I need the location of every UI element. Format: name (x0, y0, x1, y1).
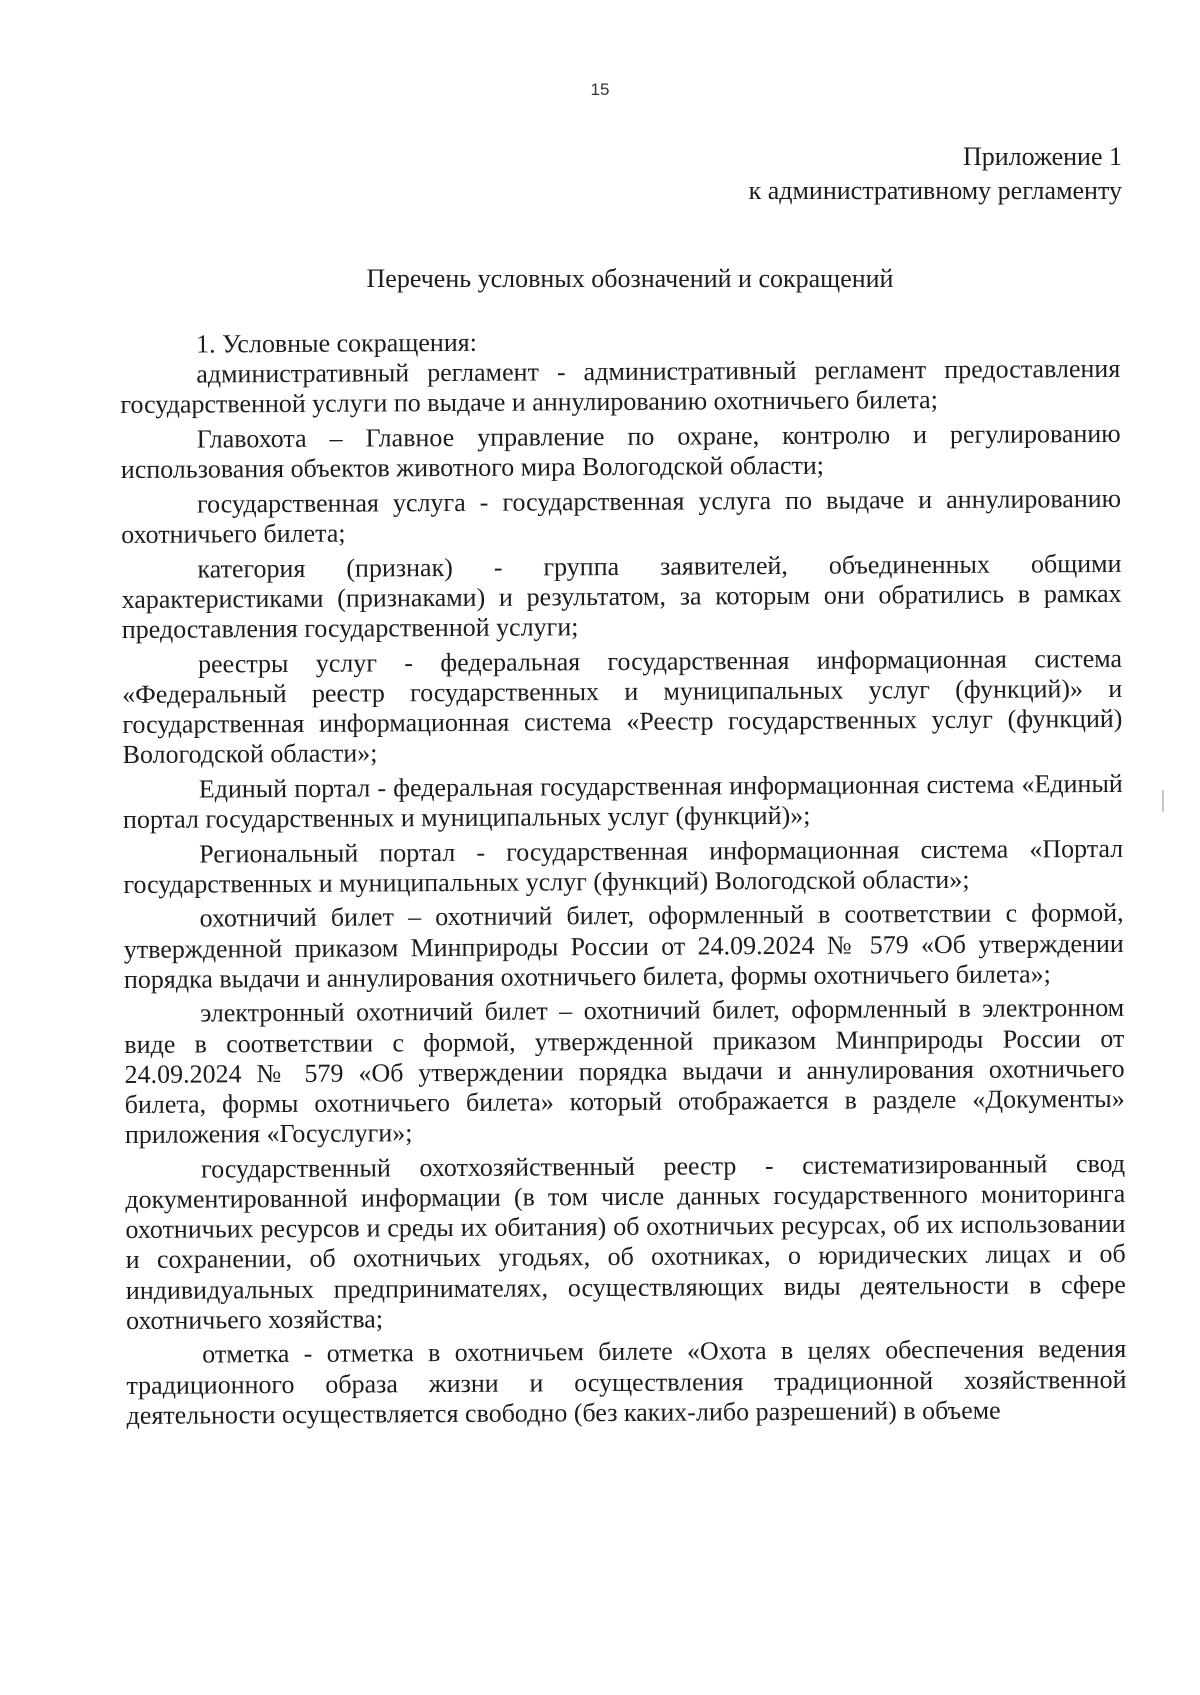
definition-hunting-registry: государственный охотхозяйственный реестр - систематизированный свод документированной информации (в том числе данных государственного мониторинга охотничьих ресурсов и среды их обитания) об охотничьих ресурсах, об их использовании и сохранении, об охотничьих угодьях, об охотниках, о юридических лицах и об индивидуальных предпринимателях, осуществляющих виды деятельности в сфере охотничьего хозяйства; (125, 1148, 1126, 1335)
definition-electronic-hunting-license: электронный охотничий билет – охотничий билет, оформленный в электронном виде в соответствии с формой, утвержденной приказом Минприроды России от 24.09.2024 № 579 «Об утверждении порядка выдачи и аннулирования охотничьего билета, формы охотничьего билета» который отображается в разделе «Документы» приложения «Госуслуги»; (124, 993, 1125, 1150)
definition-regional-portal: Региональный портал - государственная информационная система «Портал государственных и муниципальных услуг (функций) Вологодской области»; (123, 833, 1124, 899)
appendix-reference: к административному регламенту (748, 176, 1122, 205)
definition-category: категория (признак) - группа заявителей, объединенных общими характеристиками (признаками) и результатом, за которым они обратились в рамках предоставления государственной услуги; (121, 548, 1122, 644)
document-body (120, 324, 1127, 1435)
definition-hunting-license: охотничий билет – охотничий билет, оформленный в соответствии с формой, утвержденной приказом Минприроды России от 24.09.2024 № 579 «Об утверждении порядка выдачи и аннулирования охотничьего билета, формы охотничьего билета»; (123, 898, 1124, 994)
appendix-label: Приложение 1 (962, 142, 1122, 171)
definition-state-service: государственная услуга - государственная услуга по выдаче и аннулированию охотничьего билета; (121, 483, 1122, 549)
document-title: Перечень условных обозначений и сокращений (366, 264, 894, 293)
definition-unified-portal: Единый портал - федеральная государственная информационная система «Единый портал государственных и муниципальных услуг (функций)»; (122, 768, 1123, 834)
definition-glavokhota: Главохота – Главное управление по охране, контролю и регулированию использования объектов животного мира Вологодской области; (120, 418, 1121, 485)
definition-mark: отметка - отметка в охотничьем билете «Охота в целях обеспечения ведения традиционного образа жизни и осуществления традиционной хозяйственной деятельности осуществляется свободно (без каких-либо разрешений) в объеме (126, 1334, 1127, 1430)
scan-artifact (1162, 790, 1164, 812)
definition-administrative-regulation: административный регламент - административный регламент предоставления государственной услуги по выдаче и аннулированию охотничьего билета; (120, 354, 1121, 420)
appendix-header (749, 140, 1122, 208)
definition-service-registries: реестры услуг - федеральная государственная информационная система «Федеральный реестр государственных и муниципальных услуг (функций)» и государственная информационная система «Реестр государственных услуг (функций) Вологодской области»; (122, 643, 1123, 770)
page-number: 15 (590, 80, 610, 99)
section-heading: 1. Условные сокращения: (195, 327, 477, 359)
